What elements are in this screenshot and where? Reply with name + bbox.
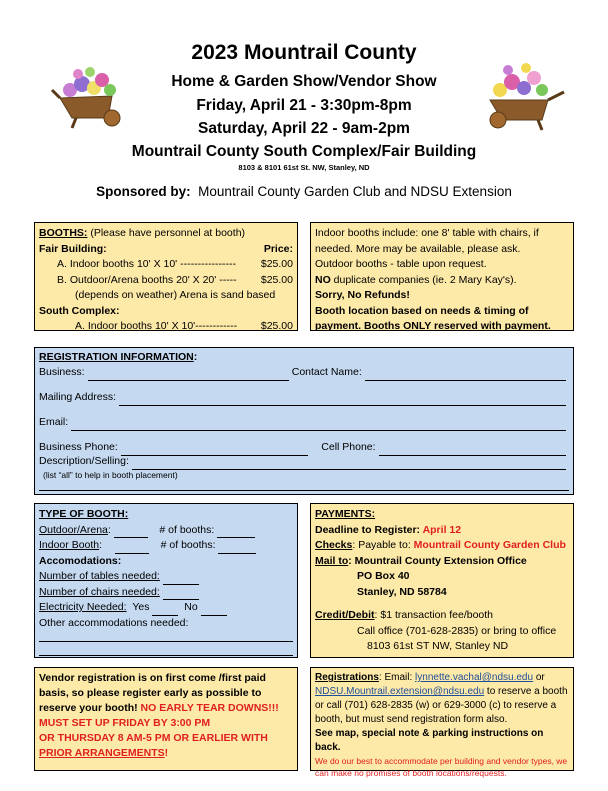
booth-item-c-price: $25.00 bbox=[260, 320, 293, 332]
contact-name-label: Contact Name: bbox=[291, 366, 362, 378]
booth-info-line2: Outdoor booths - table upon request. bbox=[315, 258, 487, 270]
description-field-line2[interactable] bbox=[39, 481, 569, 491]
registrations-label: Registrations bbox=[315, 672, 379, 683]
registration-heading: REGISTRATION INFORMATION bbox=[39, 351, 194, 363]
cell-phone-field[interactable] bbox=[379, 444, 566, 456]
fair-building-label: Fair Building: bbox=[39, 242, 107, 255]
business-phone-field[interactable] bbox=[121, 444, 308, 456]
booth-item-b: B. Outdoor/Arena booths 20' X 20' ----- bbox=[57, 273, 237, 286]
outdoor-num-booths-label: # of booths: bbox=[159, 523, 215, 536]
booth-item-b-price: $25.00 bbox=[260, 273, 293, 286]
chairs-field[interactable] bbox=[163, 589, 199, 600]
sponsor-text: Mountrail County Garden Club and NDSU Extension bbox=[198, 184, 512, 199]
electricity-no-label: No bbox=[184, 601, 198, 613]
contact-name-field[interactable] bbox=[365, 369, 566, 381]
accommodations-label: Accomodations: bbox=[39, 554, 122, 567]
no-early-teardown: NO EARLY TEAR DOWNS!!! bbox=[140, 702, 279, 714]
electricity-yes-label: Yes bbox=[132, 601, 150, 613]
office-address: 8103 61st ST NW, Stanley ND bbox=[367, 640, 509, 652]
electricity-label: Electricity Needed: bbox=[39, 601, 127, 613]
outdoor-num-booths-field[interactable] bbox=[217, 527, 255, 538]
booth-item-c: A. Indoor booths 10' X 10'------------ bbox=[75, 320, 238, 332]
mail-to-label: Mail to bbox=[315, 554, 349, 567]
credit-debit-label: Credit/Debit bbox=[315, 609, 375, 621]
other-accommodations-line2[interactable] bbox=[39, 642, 293, 656]
indoor-num-booths-field[interactable] bbox=[218, 543, 256, 554]
other-accommodations-label: Other accommodations needed: bbox=[39, 616, 189, 629]
event-date-saturday: Saturday, April 22 - 9am-2pm bbox=[198, 120, 410, 137]
event-venue: Mountrail County South Complex/Fair Building bbox=[131, 143, 477, 160]
checks-text: : Payable to: bbox=[352, 539, 414, 551]
booth-item-a-price: $25.00 bbox=[260, 258, 293, 270]
booths-heading: BOOTHS: bbox=[39, 227, 88, 239]
deadline-value: April 12 bbox=[422, 523, 462, 536]
south-complex-label: South Complex: bbox=[39, 304, 120, 317]
outdoor-arena-label: Outdoor/Arena bbox=[39, 523, 108, 536]
checks-payee: Mountrail County Garden Club bbox=[413, 539, 566, 551]
prior-arrangements-end: ! bbox=[164, 747, 169, 759]
booth-info-line1: Indoor booths include: one 8' table with chairs, if needed. More may be available, please ask. bbox=[315, 227, 539, 255]
vendor-notice-text: Vendor registration is on first come /first paid basis, so please register early as possible to reserve your booth! bbox=[39, 672, 266, 714]
description-note: (list “all” to help in booth placement) bbox=[43, 469, 178, 480]
mailing-address-label: Mailing Address: bbox=[39, 391, 117, 403]
registrations-info-box bbox=[310, 667, 574, 778]
setup-friday: MUST SET UP FRIDAY BY 3:00 PM bbox=[39, 717, 211, 729]
business-phone-label: Business Phone: bbox=[39, 441, 118, 453]
disclaimer-note: We do our best to accommodate per building and vendor types, we can make no promises of booth locations/requests. bbox=[315, 756, 568, 778]
cell-phone-label: Cell Phone: bbox=[321, 441, 376, 453]
mailing-address-field[interactable] bbox=[119, 394, 566, 406]
description-label: Description/Selling: bbox=[39, 455, 129, 467]
outdoor-arena-field[interactable] bbox=[114, 527, 148, 538]
email-link-lynnette[interactable]: lynnette.vachal@ndsu.edu bbox=[415, 672, 534, 683]
indoor-booth-label: Indoor Booth bbox=[39, 539, 100, 551]
deadline-label: Deadline to Register: bbox=[315, 523, 421, 536]
booth-info-no: NO bbox=[315, 273, 331, 286]
booth-item-b-note: (depends on weather) Arena is sand based bbox=[75, 289, 276, 301]
other-accommodations-line1[interactable] bbox=[39, 631, 293, 642]
page-subtitle: Home & Garden Show/Vendor Show bbox=[171, 73, 437, 90]
electricity-yes-field[interactable] bbox=[152, 605, 178, 616]
indoor-booth-field[interactable] bbox=[115, 543, 149, 554]
booth-info-box bbox=[310, 222, 574, 331]
sponsor-label: Sponsored by: bbox=[96, 184, 191, 199]
sponsor-line bbox=[0, 184, 608, 199]
booth-info-location: Booth location based on needs & timing of payment. bbox=[315, 304, 529, 332]
checks-label: Checks bbox=[315, 539, 353, 551]
page-title: 2023 Mountrail County bbox=[191, 41, 417, 64]
booth-info-period: . bbox=[547, 320, 551, 332]
payments-heading: PAYMENTS: bbox=[315, 508, 376, 520]
registration-heading-colon: : bbox=[193, 351, 198, 363]
type-of-booth-heading: TYPE OF BOOTH: bbox=[39, 508, 129, 520]
email-field[interactable] bbox=[71, 419, 566, 431]
booth-info-reserved: Booths ONLY reserved with payment bbox=[364, 320, 548, 332]
electricity-no-field[interactable] bbox=[201, 605, 227, 616]
type-of-booth-box: TYPE OF BOOTH: Outdoor/Arena: # of booths: Indoor Booth: # of booths: Accomodations: Number of tables needed: Number of chairs needed: Electricity Needed: Yes No Other accommodations needed: bbox=[34, 503, 298, 658]
event-date-friday: Friday, April 21 - 3:30pm-8pm bbox=[196, 97, 412, 114]
business-label: Business: bbox=[39, 366, 85, 378]
booth-info-refunds: Sorry, No Refunds! bbox=[315, 289, 410, 301]
chairs-label: Number of chairs needed: bbox=[39, 585, 160, 598]
email-link-extension[interactable]: NDSU.Mountrail.extension@ndsu.edu bbox=[315, 686, 485, 697]
description-field[interactable] bbox=[132, 458, 566, 470]
event-address: 8103 & 8101 61st St. NW, Stanley, ND bbox=[238, 163, 370, 172]
see-map-note: See map, special note & parking instructions on back. bbox=[315, 728, 544, 753]
mail-city: Stanley, ND 58784 bbox=[357, 585, 447, 598]
prior-arrangements: PRIOR ARRANGEMENTS bbox=[39, 747, 165, 759]
registrations-reserve-text: to reserve a booth or call (701) 628-2835 (w) or 629-3000 (c) to reserve a booth, but must send registration form also. bbox=[315, 686, 568, 725]
booth-info-line3: duplicate companies (ie. 2 Mary Kay's). bbox=[330, 273, 517, 286]
call-office-line: Call office (701-628-2835) or bring to office bbox=[357, 624, 557, 637]
email-label: Email: bbox=[39, 416, 69, 428]
setup-thursday: OR THURSDAY 8 AM-5 PM OR EARLIER WITH bbox=[39, 732, 268, 744]
indoor-num-booths-label: # of booths: bbox=[160, 539, 216, 551]
tables-field[interactable] bbox=[163, 574, 199, 585]
price-label: Price: bbox=[263, 242, 293, 255]
tables-label: Number of tables needed: bbox=[39, 570, 160, 582]
booths-box bbox=[34, 222, 298, 331]
payments-box bbox=[310, 503, 574, 658]
registrations-or: or bbox=[533, 672, 545, 683]
po-box: PO Box 40 bbox=[357, 570, 410, 582]
registrations-email-intro: : Email: bbox=[378, 672, 416, 683]
business-field[interactable] bbox=[88, 369, 289, 381]
mail-to-text: : Mountrail County Extension Office bbox=[348, 554, 527, 567]
vendor-notice-box bbox=[34, 667, 298, 771]
booths-heading-note: (Please have personnel at booth) bbox=[87, 227, 246, 239]
registration-box bbox=[34, 347, 574, 495]
booth-item-a: A. Indoor booths 10' X 10' ---------------- bbox=[57, 258, 237, 270]
credit-debit-text: : $1 transaction fee/booth bbox=[374, 609, 494, 621]
